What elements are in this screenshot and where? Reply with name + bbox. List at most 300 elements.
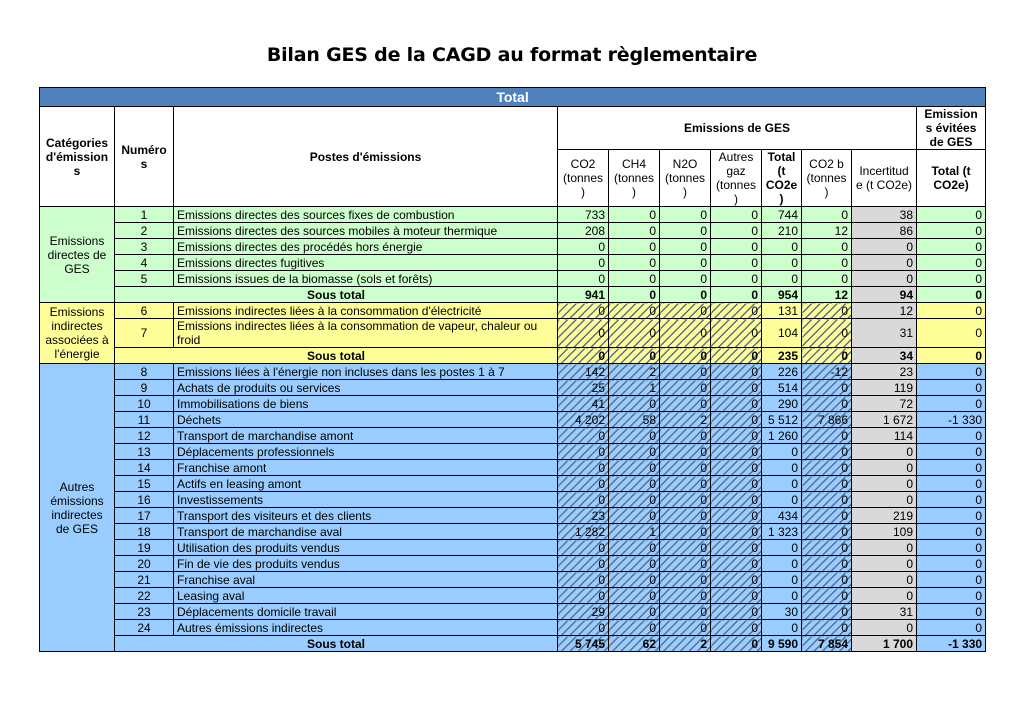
- row-number: 6: [115, 303, 174, 319]
- row-number: 1: [115, 207, 174, 223]
- subtotal-co2b: 12: [802, 287, 852, 303]
- value-evit: 0: [917, 588, 986, 604]
- value-autres: 0: [711, 588, 762, 604]
- subtotal-label: Sous total: [115, 287, 558, 303]
- value-ch4: 0: [609, 540, 660, 556]
- value-co2b: 0: [802, 444, 852, 460]
- value-autres: 0: [711, 572, 762, 588]
- value-co2: 41: [558, 396, 609, 412]
- value-evit: 0: [917, 223, 986, 239]
- value-co2b: 0: [802, 572, 852, 588]
- header-postes: Postes d'émissions: [174, 107, 558, 207]
- value-n2o: 0: [660, 207, 711, 223]
- value-co2b: 7 866: [802, 412, 852, 428]
- header-autres-gaz: Autres gaz (tonnes ): [711, 150, 762, 207]
- value-n2o: 0: [660, 460, 711, 476]
- value-co2: 0: [558, 556, 609, 572]
- table-row: [40, 588, 986, 604]
- value-ch4: 0: [609, 428, 660, 444]
- row-label: Transport des visiteurs et des clients: [174, 508, 558, 524]
- table-row: [40, 524, 986, 540]
- value-autres: 0: [711, 492, 762, 508]
- value-evit: 0: [917, 428, 986, 444]
- table-row: [40, 255, 986, 271]
- value-evit: 0: [917, 540, 986, 556]
- value-co2b: 0: [802, 428, 852, 444]
- row-number: 15: [115, 476, 174, 492]
- value-incert: 0: [852, 588, 917, 604]
- row-label: Emissions directes des procédés hors énergie: [174, 239, 558, 255]
- subtotal-label: Sous total: [115, 348, 558, 364]
- header-total: Total (t CO2e ): [762, 150, 802, 207]
- value-total: 434: [762, 508, 802, 524]
- value-autres: 0: [711, 223, 762, 239]
- value-co2: 0: [558, 303, 609, 319]
- value-total: 0: [762, 476, 802, 492]
- value-incert: 114: [852, 428, 917, 444]
- value-co2: 4 202: [558, 412, 609, 428]
- value-n2o: 0: [660, 239, 711, 255]
- row-number: 11: [115, 412, 174, 428]
- value-total: 0: [762, 239, 802, 255]
- subtotal-incert: 94: [852, 287, 917, 303]
- value-co2b: 0: [802, 255, 852, 271]
- value-evit: -1 330: [917, 412, 986, 428]
- subtotal-autres: 0: [711, 348, 762, 364]
- value-co2: 1 282: [558, 524, 609, 540]
- table-row: [40, 540, 986, 556]
- value-evit: 0: [917, 524, 986, 540]
- value-ch4: 0: [609, 588, 660, 604]
- value-co2b: 0: [802, 476, 852, 492]
- value-ch4: 0: [609, 223, 660, 239]
- value-co2b: -12: [802, 364, 852, 380]
- subtotal-co2: 0: [558, 348, 609, 364]
- table-row: [40, 396, 986, 412]
- value-evit: 0: [917, 572, 986, 588]
- header-incertitude: Incertitud e (t CO2e): [852, 150, 917, 207]
- header-categories: Catégories d'émission s: [40, 107, 115, 207]
- value-n2o: 0: [660, 303, 711, 319]
- value-ch4: 0: [609, 460, 660, 476]
- ges-table: [39, 87, 986, 652]
- value-n2o: 0: [660, 271, 711, 287]
- row-number: 2: [115, 223, 174, 239]
- table-row: [40, 620, 986, 636]
- subtotal-ch4: 0: [609, 348, 660, 364]
- value-co2: 25: [558, 380, 609, 396]
- value-incert: 0: [852, 444, 917, 460]
- category-cell: Autres émissions indirectes de GES: [40, 364, 115, 652]
- value-evit: 0: [917, 380, 986, 396]
- value-ch4: 0: [609, 492, 660, 508]
- value-co2b: 0: [802, 271, 852, 287]
- total-banner: Total: [40, 88, 986, 107]
- category-cell: Emissions directes de GES: [40, 207, 115, 303]
- value-co2b: 0: [802, 524, 852, 540]
- header-co2b: CO2 b (tonnes ): [802, 150, 852, 207]
- value-total: 1 323: [762, 524, 802, 540]
- value-autres: 0: [711, 524, 762, 540]
- value-co2: 0: [558, 460, 609, 476]
- value-total: 0: [762, 255, 802, 271]
- row-number: 4: [115, 255, 174, 271]
- subtotal-n2o: 0: [660, 287, 711, 303]
- value-total: 1 260: [762, 428, 802, 444]
- value-incert: 31: [852, 319, 917, 348]
- row-number: 12: [115, 428, 174, 444]
- value-ch4: 0: [609, 255, 660, 271]
- value-n2o: 0: [660, 588, 711, 604]
- subtotal-ch4: 62: [609, 636, 660, 652]
- value-incert: 0: [852, 540, 917, 556]
- value-incert: 12: [852, 303, 917, 319]
- value-autres: 0: [711, 255, 762, 271]
- row-number: 7: [115, 319, 174, 348]
- subtotal-row: [40, 287, 986, 303]
- row-number: 19: [115, 540, 174, 556]
- value-autres: 0: [711, 303, 762, 319]
- row-label: Emissions directes fugitives: [174, 255, 558, 271]
- value-co2: 733: [558, 207, 609, 223]
- row-label: Achats de produits ou services: [174, 380, 558, 396]
- value-evit: 0: [917, 508, 986, 524]
- table-row: [40, 380, 986, 396]
- value-n2o: 0: [660, 444, 711, 460]
- value-incert: 86: [852, 223, 917, 239]
- value-co2: 0: [558, 444, 609, 460]
- value-co2b: 0: [802, 303, 852, 319]
- value-evit: 0: [917, 444, 986, 460]
- value-incert: 0: [852, 460, 917, 476]
- row-number: 14: [115, 460, 174, 476]
- header-numeros: Numéro s: [115, 107, 174, 207]
- value-incert: 31: [852, 604, 917, 620]
- row-label: Fin de vie des produits vendus: [174, 556, 558, 572]
- value-evit: 0: [917, 604, 986, 620]
- value-evit: 0: [917, 255, 986, 271]
- value-n2o: 0: [660, 572, 711, 588]
- value-evit: 0: [917, 364, 986, 380]
- value-n2o: 0: [660, 319, 711, 348]
- value-ch4: 58: [609, 412, 660, 428]
- value-incert: 0: [852, 620, 917, 636]
- value-ch4: 0: [609, 396, 660, 412]
- value-autres: 0: [711, 428, 762, 444]
- table-row: [40, 444, 986, 460]
- value-total: 290: [762, 396, 802, 412]
- subtotal-total: 954: [762, 287, 802, 303]
- value-co2b: 0: [802, 207, 852, 223]
- value-autres: 0: [711, 540, 762, 556]
- value-ch4: 0: [609, 239, 660, 255]
- subtotal-row: [40, 348, 986, 364]
- value-co2: 208: [558, 223, 609, 239]
- table-row: [40, 207, 986, 223]
- table-row: [40, 460, 986, 476]
- value-autres: 0: [711, 460, 762, 476]
- value-incert: 0: [852, 572, 917, 588]
- value-total: 0: [762, 492, 802, 508]
- table-row: [40, 572, 986, 588]
- value-total: 0: [762, 444, 802, 460]
- row-number: 17: [115, 508, 174, 524]
- value-n2o: 0: [660, 364, 711, 380]
- table-row: [40, 604, 986, 620]
- row-label: Transport de marchandise amont: [174, 428, 558, 444]
- value-co2: 0: [558, 271, 609, 287]
- value-n2o: 0: [660, 604, 711, 620]
- subtotal-n2o: 0: [660, 348, 711, 364]
- value-incert: 0: [852, 271, 917, 287]
- header-n2o: N2O (tonnes ): [660, 150, 711, 207]
- subtotal-co2: 5 745: [558, 636, 609, 652]
- value-co2b: 0: [802, 620, 852, 636]
- value-co2b: 0: [802, 556, 852, 572]
- value-evit: 0: [917, 556, 986, 572]
- subtotal-autres: 0: [711, 287, 762, 303]
- value-incert: 0: [852, 476, 917, 492]
- subtotal-total: 9 590: [762, 636, 802, 652]
- value-ch4: 1: [609, 524, 660, 540]
- value-co2b: 0: [802, 540, 852, 556]
- value-ch4: 0: [609, 604, 660, 620]
- row-label: Emissions liées à l'énergie non incluses dans les postes 1 à 7: [174, 364, 558, 380]
- value-n2o: 0: [660, 620, 711, 636]
- row-number: 5: [115, 271, 174, 287]
- value-ch4: 0: [609, 319, 660, 348]
- header-ch4: CH4 (tonnes ): [609, 150, 660, 207]
- value-n2o: 0: [660, 223, 711, 239]
- row-number: 18: [115, 524, 174, 540]
- subtotal-co2b: 7 854: [802, 636, 852, 652]
- table-row: [40, 319, 986, 348]
- value-co2b: 0: [802, 319, 852, 348]
- subtotal-evit: 0: [917, 287, 986, 303]
- table-row: [40, 508, 986, 524]
- value-total: 210: [762, 223, 802, 239]
- subtotal-incert: 1 700: [852, 636, 917, 652]
- row-label: Leasing aval: [174, 588, 558, 604]
- header-emissions-ges: Emissions de GES: [558, 107, 917, 150]
- value-autres: 0: [711, 412, 762, 428]
- value-autres: 0: [711, 271, 762, 287]
- value-autres: 0: [711, 444, 762, 460]
- value-evit: 0: [917, 271, 986, 287]
- value-co2b: 12: [802, 223, 852, 239]
- table-row: [40, 364, 986, 380]
- value-autres: 0: [711, 364, 762, 380]
- table-row: [40, 239, 986, 255]
- value-co2b: 0: [802, 380, 852, 396]
- value-n2o: 0: [660, 396, 711, 412]
- value-co2b: 0: [802, 492, 852, 508]
- value-total: 0: [762, 556, 802, 572]
- value-evit: 0: [917, 476, 986, 492]
- value-co2: 0: [558, 572, 609, 588]
- row-label: Déplacements domicile travail: [174, 604, 558, 620]
- value-autres: 0: [711, 508, 762, 524]
- value-total: 5 512: [762, 412, 802, 428]
- value-total: 0: [762, 271, 802, 287]
- value-n2o: 0: [660, 524, 711, 540]
- value-n2o: 0: [660, 255, 711, 271]
- row-label: Emissions issues de la biomasse (sols et forêts): [174, 271, 558, 287]
- row-label: Immobilisations de biens: [174, 396, 558, 412]
- value-n2o: 0: [660, 508, 711, 524]
- header-emissions-evitees: Emission s évitées de GES: [917, 107, 986, 150]
- value-co2b: 0: [802, 396, 852, 412]
- value-autres: 0: [711, 476, 762, 492]
- value-total: 0: [762, 540, 802, 556]
- row-label: Emissions directes des sources fixes de combustion: [174, 207, 558, 223]
- subtotal-n2o: 2: [660, 636, 711, 652]
- value-co2: 0: [558, 588, 609, 604]
- value-evit: 0: [917, 303, 986, 319]
- value-total: 226: [762, 364, 802, 380]
- value-n2o: 0: [660, 492, 711, 508]
- value-incert: 219: [852, 508, 917, 524]
- value-total: 30: [762, 604, 802, 620]
- table-row: [40, 271, 986, 287]
- value-ch4: 0: [609, 444, 660, 460]
- value-ch4: 2: [609, 364, 660, 380]
- subtotal-ch4: 0: [609, 287, 660, 303]
- subtotal-incert: 34: [852, 348, 917, 364]
- row-label: Investissements: [174, 492, 558, 508]
- row-number: 24: [115, 620, 174, 636]
- value-autres: 0: [711, 239, 762, 255]
- value-incert: 23: [852, 364, 917, 380]
- value-ch4: 0: [609, 271, 660, 287]
- table-row: [40, 303, 986, 319]
- table-row: [40, 428, 986, 444]
- value-autres: 0: [711, 319, 762, 348]
- value-n2o: 0: [660, 428, 711, 444]
- row-label: Actifs en leasing amont: [174, 476, 558, 492]
- row-label: Emissions indirectes liées à la consommation d'électricité: [174, 303, 558, 319]
- row-label: Déplacements professionnels: [174, 444, 558, 460]
- page-title: Bilan GES de la CAGD au format règlementaire: [266, 44, 758, 66]
- value-co2b: 0: [802, 508, 852, 524]
- value-n2o: 0: [660, 476, 711, 492]
- value-evit: 0: [917, 460, 986, 476]
- value-total: 0: [762, 620, 802, 636]
- value-co2b: 0: [802, 460, 852, 476]
- value-ch4: 0: [609, 476, 660, 492]
- table-row: [40, 492, 986, 508]
- value-incert: 72: [852, 396, 917, 412]
- value-n2o: 0: [660, 540, 711, 556]
- value-ch4: 0: [609, 620, 660, 636]
- header-total-evitees: Total (t CO2e): [917, 150, 986, 207]
- table-row: [40, 476, 986, 492]
- subtotal-co2: 941: [558, 287, 609, 303]
- value-incert: 109: [852, 524, 917, 540]
- value-incert: 0: [852, 556, 917, 572]
- value-evit: 0: [917, 319, 986, 348]
- header-co2: CO2 (tonnes ): [558, 150, 609, 207]
- value-total: 131: [762, 303, 802, 319]
- value-co2: 142: [558, 364, 609, 380]
- row-label: Transport de marchandise aval: [174, 524, 558, 540]
- row-label: Utilisation des produits vendus: [174, 540, 558, 556]
- row-number: 20: [115, 556, 174, 572]
- subtotal-evit: 0: [917, 348, 986, 364]
- subtotal-evit: -1 330: [917, 636, 986, 652]
- value-autres: 0: [711, 380, 762, 396]
- subtotal-autres: 0: [711, 636, 762, 652]
- subtotal-co2b: 0: [802, 348, 852, 364]
- row-number: 21: [115, 572, 174, 588]
- table-row: [40, 223, 986, 239]
- table-row: [40, 556, 986, 572]
- value-evit: 0: [917, 207, 986, 223]
- value-co2: 0: [558, 476, 609, 492]
- value-autres: 0: [711, 604, 762, 620]
- value-co2: 0: [558, 492, 609, 508]
- value-incert: 38: [852, 207, 917, 223]
- value-co2: 0: [558, 239, 609, 255]
- value-co2: 29: [558, 604, 609, 620]
- value-incert: 0: [852, 255, 917, 271]
- value-autres: 0: [711, 207, 762, 223]
- value-incert: 0: [852, 492, 917, 508]
- subtotal-row: [40, 636, 986, 652]
- value-ch4: 0: [609, 508, 660, 524]
- row-number: 16: [115, 492, 174, 508]
- row-label: Déchets: [174, 412, 558, 428]
- row-number: 23: [115, 604, 174, 620]
- row-number: 8: [115, 364, 174, 380]
- value-total: 0: [762, 460, 802, 476]
- value-autres: 0: [711, 556, 762, 572]
- value-total: 104: [762, 319, 802, 348]
- value-autres: 0: [711, 620, 762, 636]
- row-number: 10: [115, 396, 174, 412]
- value-total: 514: [762, 380, 802, 396]
- row-number: 3: [115, 239, 174, 255]
- value-evit: 0: [917, 396, 986, 412]
- value-co2: 0: [558, 319, 609, 348]
- value-co2: 0: [558, 620, 609, 636]
- value-total: 744: [762, 207, 802, 223]
- category-cell: Emissions indirectes associées à l'énergie: [40, 303, 115, 364]
- value-incert: 119: [852, 380, 917, 396]
- row-label: Franchise amont: [174, 460, 558, 476]
- value-ch4: 0: [609, 303, 660, 319]
- value-incert: 0: [852, 239, 917, 255]
- value-incert: 1 672: [852, 412, 917, 428]
- value-co2b: 0: [802, 604, 852, 620]
- subtotal-label: Sous total: [115, 636, 558, 652]
- value-ch4: 1: [609, 380, 660, 396]
- subtotal-total: 235: [762, 348, 802, 364]
- value-ch4: 0: [609, 572, 660, 588]
- value-co2: 0: [558, 255, 609, 271]
- table-row: [40, 412, 986, 428]
- value-evit: 0: [917, 492, 986, 508]
- row-number: 13: [115, 444, 174, 460]
- row-label: Franchise aval: [174, 572, 558, 588]
- value-n2o: 0: [660, 556, 711, 572]
- value-co2: 0: [558, 540, 609, 556]
- value-total: 0: [762, 588, 802, 604]
- value-co2: 0: [558, 428, 609, 444]
- row-number: 22: [115, 588, 174, 604]
- ges-table-body: [40, 207, 986, 652]
- value-ch4: 0: [609, 207, 660, 223]
